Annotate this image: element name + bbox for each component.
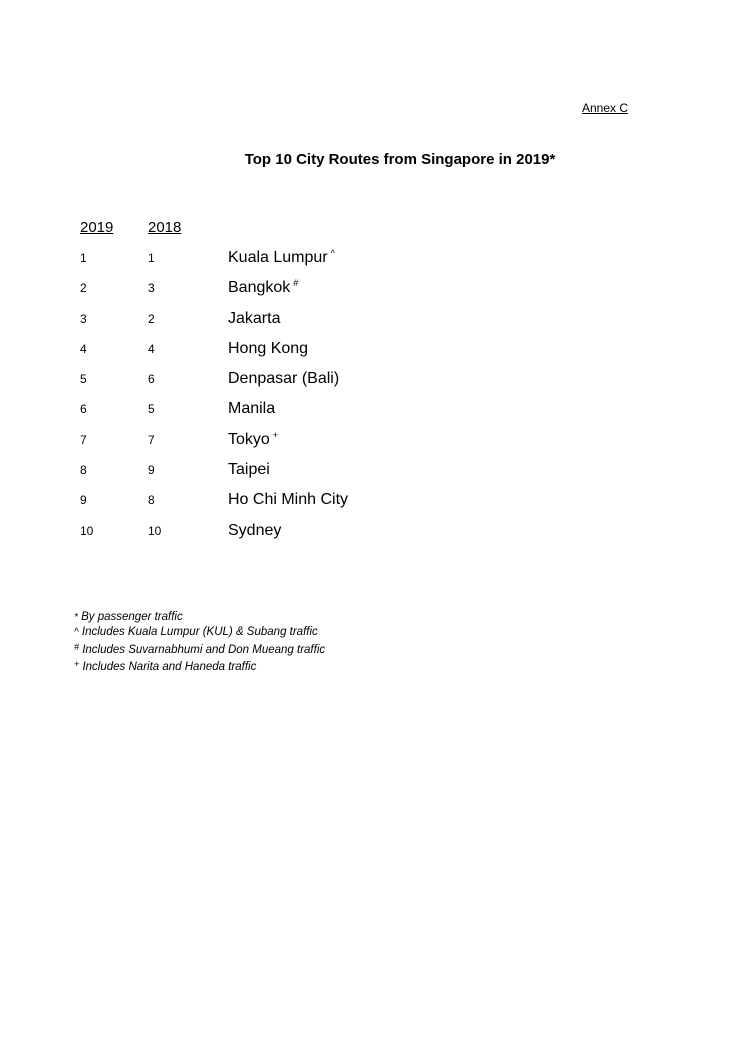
city-name: [228, 339, 311, 358]
city-name: [228, 248, 335, 267]
city-label: Ho Chi Minh City: [228, 491, 349, 509]
city-name: [228, 460, 273, 479]
footnote-tokyo: [74, 657, 325, 674]
footnote-passenger-traffic: [74, 610, 325, 625]
footnote-mark: +: [272, 429, 279, 440]
rank-2019: 7: [80, 432, 87, 447]
rank-2019: 8: [80, 463, 87, 478]
city-label: Taipei: [228, 461, 270, 479]
rank-2018: 6: [148, 372, 155, 387]
city-label: Tokyo: [228, 430, 270, 448]
rank-2018: 1: [148, 251, 155, 265]
table-row: [0, 278, 746, 308]
footnote-text: Includes Narita and Haneda traffic: [79, 661, 257, 673]
table-row: [0, 490, 746, 520]
table-row: [0, 309, 746, 339]
table-row: [0, 460, 746, 490]
routes-table: [0, 248, 746, 551]
city-label: Jakarta: [228, 309, 281, 327]
footnote-symbol: ^: [74, 627, 79, 638]
footnote-kuala-lumpur: [74, 625, 325, 640]
column-header-2019: 2019: [80, 219, 114, 236]
footnote-symbol: *: [74, 612, 78, 623]
footnote-mark: ^: [330, 248, 335, 258]
footnote-bangkok: [74, 640, 325, 657]
city-label: Manila: [228, 400, 276, 418]
city-name: [228, 521, 284, 540]
rank-2019: 4: [80, 341, 87, 356]
table-row: [0, 339, 746, 369]
rank-2018: 8: [148, 493, 155, 508]
annex-label: Annex C: [581, 101, 628, 115]
rank-2019: 1: [80, 251, 87, 265]
rank-2019: 2: [80, 281, 87, 296]
rank-2018: 9: [148, 463, 155, 478]
rank-2019: 9: [80, 493, 87, 508]
rank-2019: 3: [80, 311, 87, 326]
footnote-text: Includes Kuala Lumpur (KUL) & Subang traffic: [78, 626, 318, 638]
city-name: [228, 399, 278, 418]
city-name: [228, 278, 298, 297]
city-label: Kuala Lumpur: [228, 249, 328, 266]
footnotes: [74, 610, 325, 674]
footnote-mark: #: [293, 278, 299, 289]
city-name: [228, 490, 351, 509]
footnote-symbol: #: [74, 642, 80, 652]
city-label: Denpasar (Bali): [228, 370, 340, 388]
footnote-text: Includes Suvarnabhumi and Don Mueang traffic: [79, 644, 326, 656]
footnote-text: By passenger traffic: [77, 611, 183, 623]
rank-2018: 2: [148, 311, 155, 326]
rank-2018: 5: [148, 402, 155, 417]
city-name: [228, 309, 283, 328]
city-name: [228, 430, 278, 449]
rank-2019: 5: [80, 372, 87, 387]
rank-2019: 10: [80, 523, 94, 538]
table-row: [0, 248, 746, 278]
city-label: Sydney: [228, 521, 282, 539]
table-row: [0, 369, 746, 399]
rank-2018: 7: [148, 432, 155, 447]
column-header-2018: 2018: [148, 219, 182, 236]
table-row: [0, 430, 746, 460]
city-label: Bangkok: [228, 279, 291, 297]
footnote-symbol: +: [74, 659, 80, 669]
table-row: [0, 399, 746, 429]
rank-2018: 4: [148, 341, 155, 356]
rank-2018: 10: [148, 523, 162, 538]
city-label: Hong Kong: [228, 339, 309, 357]
city-name: [228, 369, 342, 388]
page-title: Top 10 City Routes from Singapore in 2019*: [244, 151, 556, 168]
rank-2019: 6: [80, 402, 87, 417]
table-row: [0, 521, 746, 551]
rank-2018: 3: [148, 281, 155, 296]
